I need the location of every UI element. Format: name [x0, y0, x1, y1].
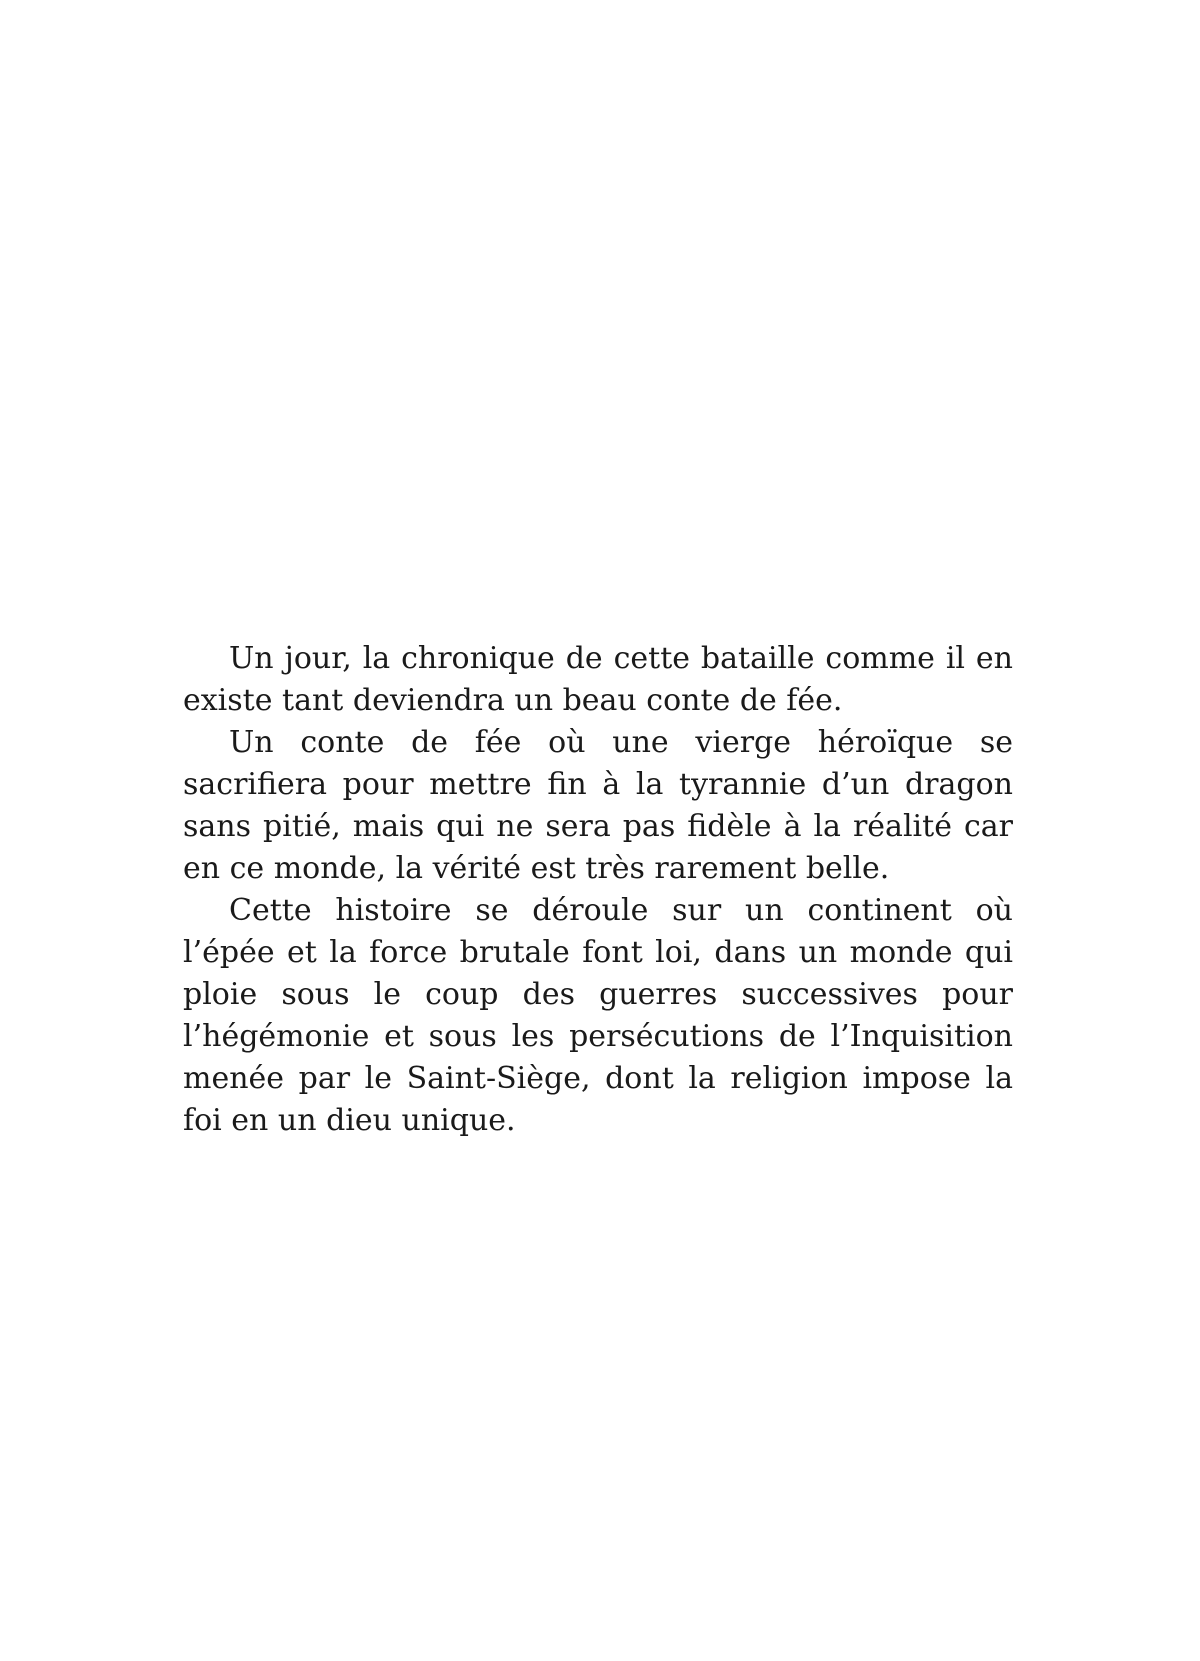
paragraph-2: Un conte de fée où une vierge héroïque se sacrifiera pour mettre fin à la tyrannie d’un dragon sans pitié, mais qui ne sera pas fidèle à la réalité car en ce monde, la vérité est très rarement belle. [183, 725, 1013, 886]
body-text [183, 638, 1013, 1142]
paragraph-1: Un jour, la chronique de cette bataille comme il en existe tant deviendra un beau conte de fée. [183, 641, 1013, 718]
paragraph-3: Cette histoire se déroule sur un continent où l’épée et la force brutale font loi, dans un monde qui ploie sous le coup des guerres successives pour l’hégémonie et sous les persécutions de l’Inquisition menée par le Saint-Siège, dont la religion impose la foi en un dieu unique. [183, 893, 1013, 1138]
